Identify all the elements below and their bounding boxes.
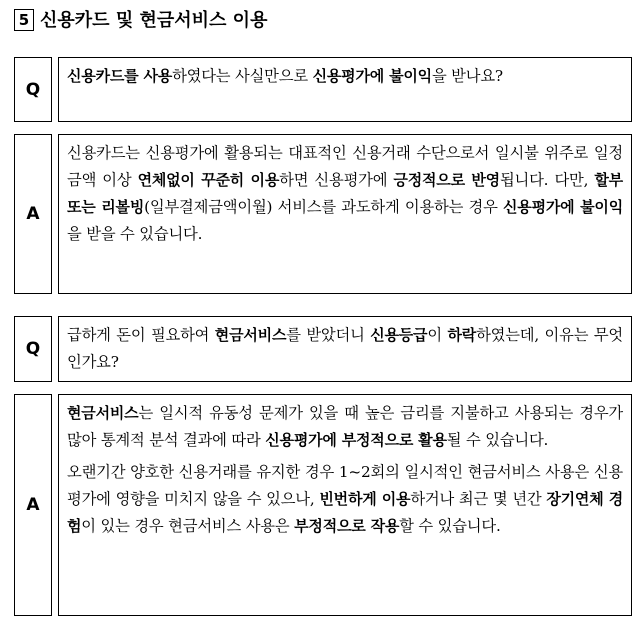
emphasis-text: 신용평가에 부정적으로 활용 xyxy=(265,431,447,449)
body-text: 하였다는 사실만으로 xyxy=(172,67,313,85)
answer-label-2: A xyxy=(14,394,52,616)
emphasis-text: 부정적으로 작용 xyxy=(294,517,400,535)
body-text: 하면 신용평가에 xyxy=(279,171,394,189)
question-box-2 xyxy=(58,316,632,382)
body-text: (일부결제금액이월) 서비스를 과도하게 이용하는 경우 xyxy=(144,198,503,216)
answer-paragraph xyxy=(67,400,623,454)
question-text xyxy=(67,322,623,376)
emphasis-text: 신용카드를 사용 xyxy=(67,67,173,85)
body-text: 신용카드는 신용평가에 활용되는 대표적인 신용거래 수단으로서 일시불 위주로 일정금액 이상 xyxy=(67,144,623,189)
emphasis-text: 긍정적으로 반영 xyxy=(393,171,500,189)
section-title-text: 신용카드 및 현금서비스 이용 xyxy=(40,10,268,31)
section-number: 5 xyxy=(14,9,34,31)
emphasis-text: 하락 xyxy=(447,326,477,344)
emphasis-text: 연체없이 꾸준히 이용 xyxy=(137,171,280,189)
answer-paragraph xyxy=(67,140,623,248)
body-text: 됩니다. 다만, xyxy=(499,171,595,189)
body-text: 을 받나요? xyxy=(431,67,503,85)
answer-paragraph xyxy=(67,459,623,540)
emphasis-text: 신용등급 xyxy=(370,326,428,344)
question-box-1 xyxy=(58,57,632,122)
emphasis-text: 현금서비스 xyxy=(214,326,287,344)
body-text: 급하게 돈이 필요하여 xyxy=(67,326,215,344)
body-text: 이 있는 경우 현금서비스 사용은 xyxy=(81,517,295,535)
section-heading xyxy=(14,8,267,34)
emphasis-text: 현금서비스 xyxy=(67,404,139,422)
body-text: 할 수 있습니다. xyxy=(399,517,501,535)
question-label-2: Q xyxy=(14,316,52,382)
emphasis-text: 신용평가에 불이익 xyxy=(502,198,623,216)
body-text: 를 받았더니 xyxy=(286,326,371,344)
emphasis-text: 빈번하게 이용 xyxy=(319,490,411,508)
body-text: 하거나 최근 몇 년간 xyxy=(410,490,547,508)
emphasis-text: 장기연체 경험 xyxy=(67,490,623,535)
emphasis-text: 할부 또는 리볼빙 xyxy=(67,171,623,216)
body-text: 오랜기간 양호한 신용거래를 유지한 경우 1~2회의 일시적인 현금서비스 사용은 신용평가에 영향을 미치지 않을 수 있으나, xyxy=(67,463,623,508)
body-text: 하였는데, 이유는 무엇인가요? xyxy=(67,326,623,371)
body-text: 을 받을 수 있습니다. xyxy=(67,225,203,243)
answer-box-1 xyxy=(58,134,632,294)
answer-box-2 xyxy=(58,394,632,616)
body-text: 는 일시적 유동성 문제가 있을 때 높은 금리를 지불하고 사용되는 경우가 많아 통계적 분석 결과에 따라 xyxy=(67,404,623,449)
question-label-1: Q xyxy=(14,57,52,122)
body-text: 이 xyxy=(427,326,448,344)
emphasis-text: 신용평가에 불이익 xyxy=(312,67,432,85)
question-text xyxy=(67,63,623,90)
body-text: 될 수 있습니다. xyxy=(446,431,549,449)
answer-label-1: A xyxy=(14,134,52,294)
